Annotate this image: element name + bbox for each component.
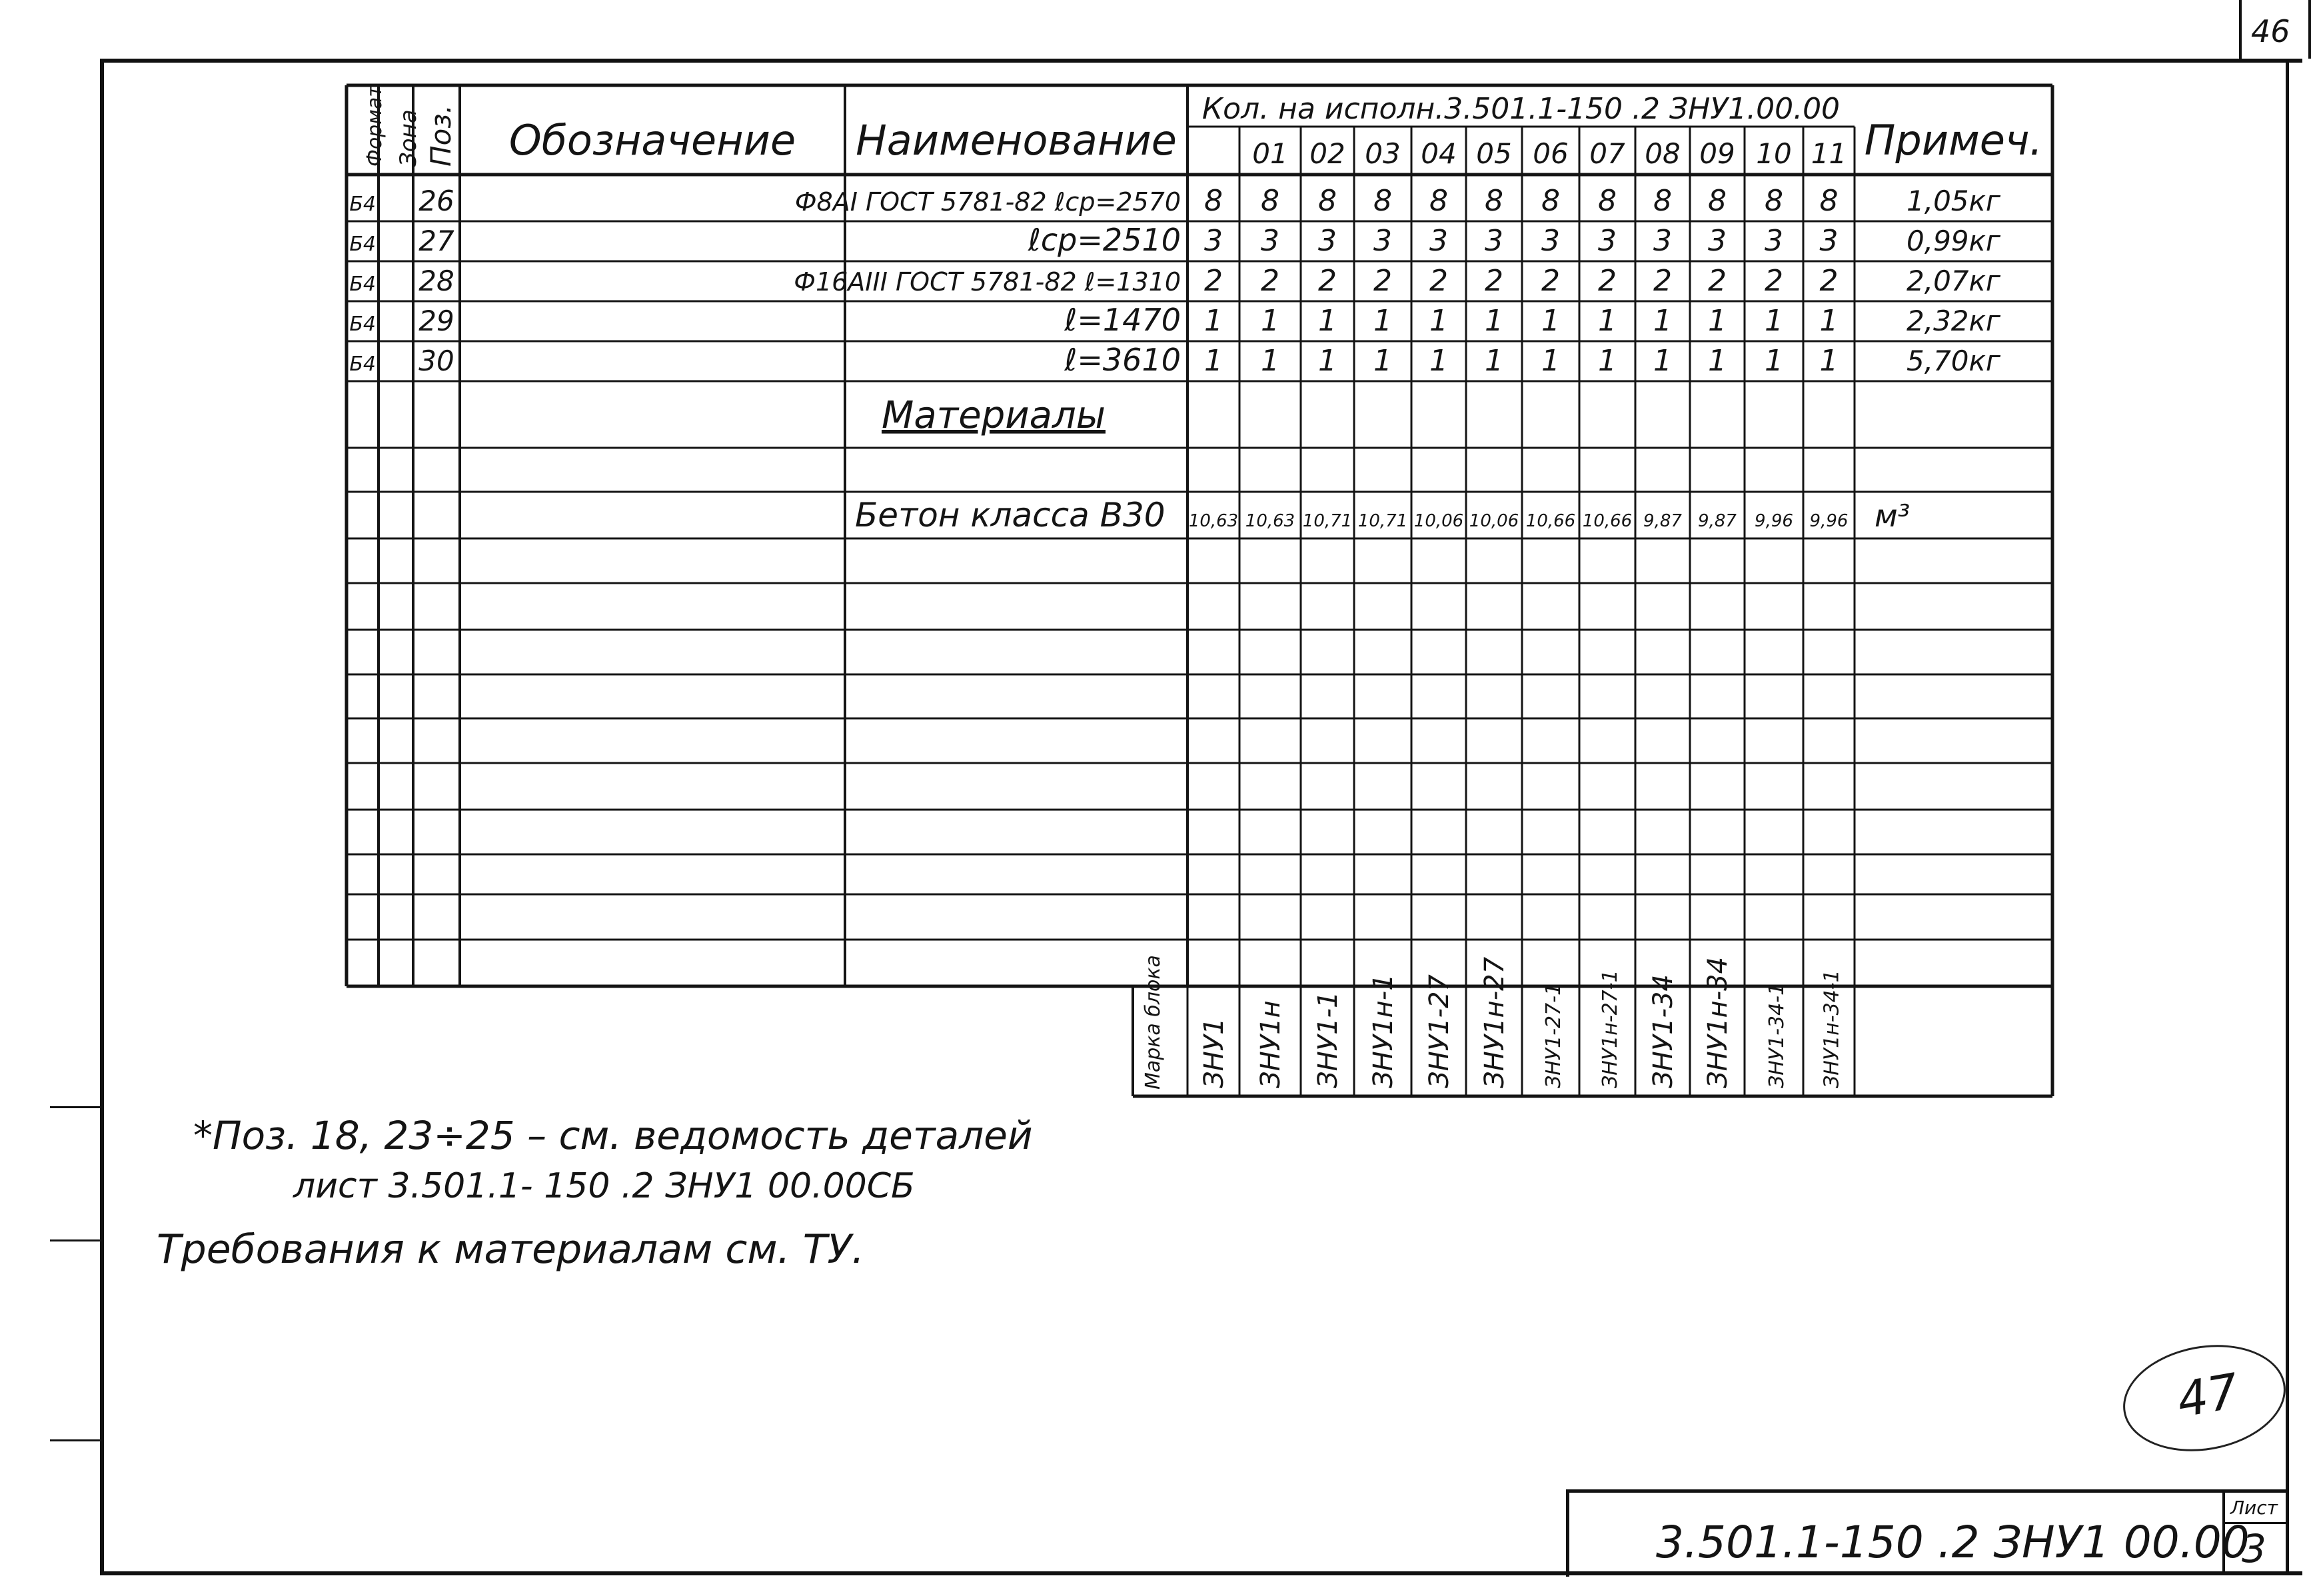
- row-pos: 30: [418, 345, 454, 377]
- header-variant-7: 07: [1589, 137, 1625, 170]
- concrete-qty: 10,06: [1413, 511, 1464, 531]
- row-qty: 3: [1819, 224, 1839, 258]
- row-qty: 2: [1541, 264, 1560, 298]
- document-code: 3.501.1-150 .2 ЗНУ1 00.00: [1656, 1517, 2250, 1568]
- row-qty: 2: [1485, 264, 1503, 298]
- row-qty: 1: [1485, 304, 1503, 338]
- row-qty: 2: [1708, 264, 1727, 298]
- row-pos: 28: [418, 265, 454, 297]
- row-qty: 1: [1708, 344, 1727, 378]
- row-qty: 1: [1485, 344, 1503, 378]
- block-mark: ЗНУ1-1: [1313, 991, 1343, 1088]
- block-mark: ЗНУ1-34: [1648, 974, 1679, 1088]
- row-name: ℓ=3610: [1064, 342, 1181, 378]
- block-mark: ЗНУ1н-34-1: [1820, 970, 1844, 1088]
- row-qty: 8: [1653, 184, 1672, 218]
- row-pos: 29: [418, 305, 454, 337]
- block-mark: ЗНУ1н-27-1: [1599, 970, 1622, 1088]
- row-qty: 1: [1708, 304, 1727, 338]
- row-qty: 1: [1429, 304, 1448, 338]
- materials-heading: Материалы: [882, 394, 1106, 437]
- row-qty: 1: [1765, 344, 1783, 378]
- row-format: Б4: [349, 233, 376, 256]
- sheet-number: 3: [2242, 1526, 2266, 1571]
- sheet-label: Лист: [2230, 1497, 2278, 1519]
- block-mark: ЗНУ1: [1199, 1018, 1229, 1088]
- row-qty: 3: [1653, 224, 1672, 258]
- block-mark: ЗНУ1н: [1255, 1000, 1286, 1088]
- row-qty: 8: [1373, 184, 1392, 218]
- row-qty: 1: [1598, 304, 1617, 338]
- row-qty: 1: [1765, 304, 1783, 338]
- row-qty: 3: [1765, 224, 1783, 258]
- row-qty: 1: [1819, 344, 1839, 378]
- concrete-qty: 10,66: [1582, 511, 1633, 531]
- row-qty: 1: [1318, 344, 1337, 378]
- row-qty: 2: [1204, 264, 1223, 298]
- row-qty: 2: [1819, 264, 1839, 298]
- row-qty: 3: [1485, 224, 1503, 258]
- concrete-qty: 10,66: [1525, 511, 1576, 531]
- concrete-qty: 9,87: [1643, 511, 1682, 531]
- concrete-qty: 10,06: [1469, 511, 1519, 531]
- row-qty: 2: [1261, 264, 1279, 298]
- block-mark: ЗНУ1-27: [1424, 974, 1455, 1088]
- stamp-number: 47: [2172, 1362, 2243, 1429]
- row-qty: 2: [1653, 264, 1672, 298]
- row-qty: 3: [1708, 224, 1727, 258]
- row-note: 0,99кг: [1907, 225, 2000, 257]
- row-qty: 3: [1204, 224, 1223, 258]
- concrete-qty: 9,87: [1698, 511, 1737, 531]
- header-zone: Зона: [395, 109, 422, 167]
- row-qty: 8: [1708, 184, 1727, 218]
- concrete-qty: 10,63: [1245, 511, 1295, 531]
- row-qty: 2: [1598, 264, 1617, 298]
- row-format: Б4: [349, 273, 376, 296]
- block-mark-label: Марка блока: [1142, 955, 1165, 1090]
- row-note: 2,07кг: [1907, 265, 2000, 297]
- header-variant-9: 09: [1699, 137, 1735, 170]
- row-name: Ф8АI ГОСТ 5781-82 ℓср=2570: [794, 187, 1181, 217]
- concrete-qty: 9,96: [1809, 511, 1849, 531]
- row-qty: 1: [1653, 304, 1672, 338]
- concrete-qty: 10,63: [1188, 511, 1239, 531]
- sheet-cell: [2222, 1493, 2288, 1573]
- header-variant-2: 02: [1309, 137, 1345, 170]
- row-format: Б4: [349, 353, 376, 376]
- row-qty: 1: [1541, 304, 1560, 338]
- row-qty: 1: [1373, 344, 1392, 378]
- header-designation: Обозначение: [508, 116, 796, 165]
- concrete-qty: 10,71: [1302, 511, 1353, 531]
- concrete-qty: 9,96: [1755, 511, 1793, 531]
- row-qty: 8: [1819, 184, 1839, 218]
- row-qty: 1: [1541, 344, 1560, 378]
- row-qty: 2: [1318, 264, 1337, 298]
- row-name: Ф16АIII ГОСТ 5781-82 ℓ=1310: [794, 267, 1181, 297]
- row-qty: 1: [1261, 304, 1279, 338]
- row-qty: 2: [1429, 264, 1448, 298]
- row-qty: 8: [1541, 184, 1560, 218]
- header-pos: Поз.: [424, 105, 457, 167]
- footnote-materials-requirements: Требования к материалам см. ТУ.: [157, 1226, 865, 1273]
- row-note: 5,70кг: [1907, 345, 2000, 377]
- row-qty: 3: [1261, 224, 1279, 258]
- header-variant-8: 08: [1645, 137, 1681, 170]
- block-mark: ЗНУ1н-27: [1479, 956, 1510, 1088]
- row-format: Б4: [349, 313, 376, 336]
- row-name: ℓср=2510: [1028, 222, 1181, 258]
- row-qty: 3: [1373, 224, 1392, 258]
- header-format: Формат: [363, 85, 386, 167]
- row-qty: 1: [1318, 304, 1337, 338]
- concrete-qty: 10,71: [1357, 511, 1408, 531]
- header-variant-3: 03: [1365, 137, 1401, 170]
- row-qty: 8: [1765, 184, 1783, 218]
- row-qty: 1: [1653, 344, 1672, 378]
- row-qty: 3: [1318, 224, 1337, 258]
- row-qty: 8: [1318, 184, 1337, 218]
- row-qty: 8: [1261, 184, 1279, 218]
- row-note: 1,05кг: [1907, 185, 2000, 217]
- row-qty: 2: [1765, 264, 1783, 298]
- footnote-details-sheet: лист 3.501.1- 150 .2 ЗНУ1 00.00СБ: [293, 1166, 915, 1206]
- row-qty: 3: [1429, 224, 1448, 258]
- block-mark: ЗНУ1-34-1: [1765, 982, 1789, 1088]
- footnote-details: *Поз. 18, 23÷25 – см. ведомость деталей: [193, 1113, 1033, 1158]
- page-number: 46: [2251, 13, 2290, 49]
- block-mark: ЗНУ1н-34: [1703, 956, 1733, 1088]
- row-qty: 3: [1541, 224, 1560, 258]
- block-mark: ЗНУ1н-1: [1368, 974, 1399, 1088]
- header-qty-title: Кол. на исполн.3.501.1-150 .2 ЗНУ1.00.00: [1201, 92, 1841, 126]
- header-variant-5: 05: [1476, 137, 1512, 170]
- header-variant-4: 04: [1421, 137, 1457, 170]
- row-qty: 1: [1261, 344, 1279, 378]
- concrete-name: Бетон класса В30: [855, 496, 1165, 534]
- row-qty: 1: [1204, 304, 1223, 338]
- row-qty: 8: [1429, 184, 1448, 218]
- row-name: ℓ=1470: [1064, 302, 1181, 338]
- row-pos: 27: [418, 225, 454, 257]
- header-variant-10: 10: [1756, 137, 1792, 170]
- header-variant-1: 01: [1252, 137, 1288, 170]
- title-block: [1566, 1489, 2289, 1577]
- header-name: Наименование: [856, 116, 1177, 165]
- row-pos: 26: [418, 185, 454, 217]
- row-qty: 1: [1429, 344, 1448, 378]
- row-qty: 8: [1204, 184, 1223, 218]
- header-variant-6: 06: [1533, 137, 1569, 170]
- row-qty: 3: [1598, 224, 1617, 258]
- row-qty: 1: [1204, 344, 1223, 378]
- row-qty: 2: [1373, 264, 1392, 298]
- row-qty: 1: [1819, 304, 1839, 338]
- block-mark: ЗНУ1-27-1: [1542, 982, 1565, 1088]
- row-qty: 8: [1485, 184, 1503, 218]
- row-qty: 1: [1598, 344, 1617, 378]
- row-qty: 8: [1598, 184, 1617, 218]
- row-note: 2,32кг: [1907, 305, 2000, 337]
- header-variant-11: 11: [1811, 137, 1847, 170]
- row-qty: 1: [1373, 304, 1392, 338]
- row-format: Б4: [349, 193, 376, 216]
- header-note: Примеч.: [1864, 116, 2043, 165]
- concrete-unit: м³: [1875, 498, 1911, 534]
